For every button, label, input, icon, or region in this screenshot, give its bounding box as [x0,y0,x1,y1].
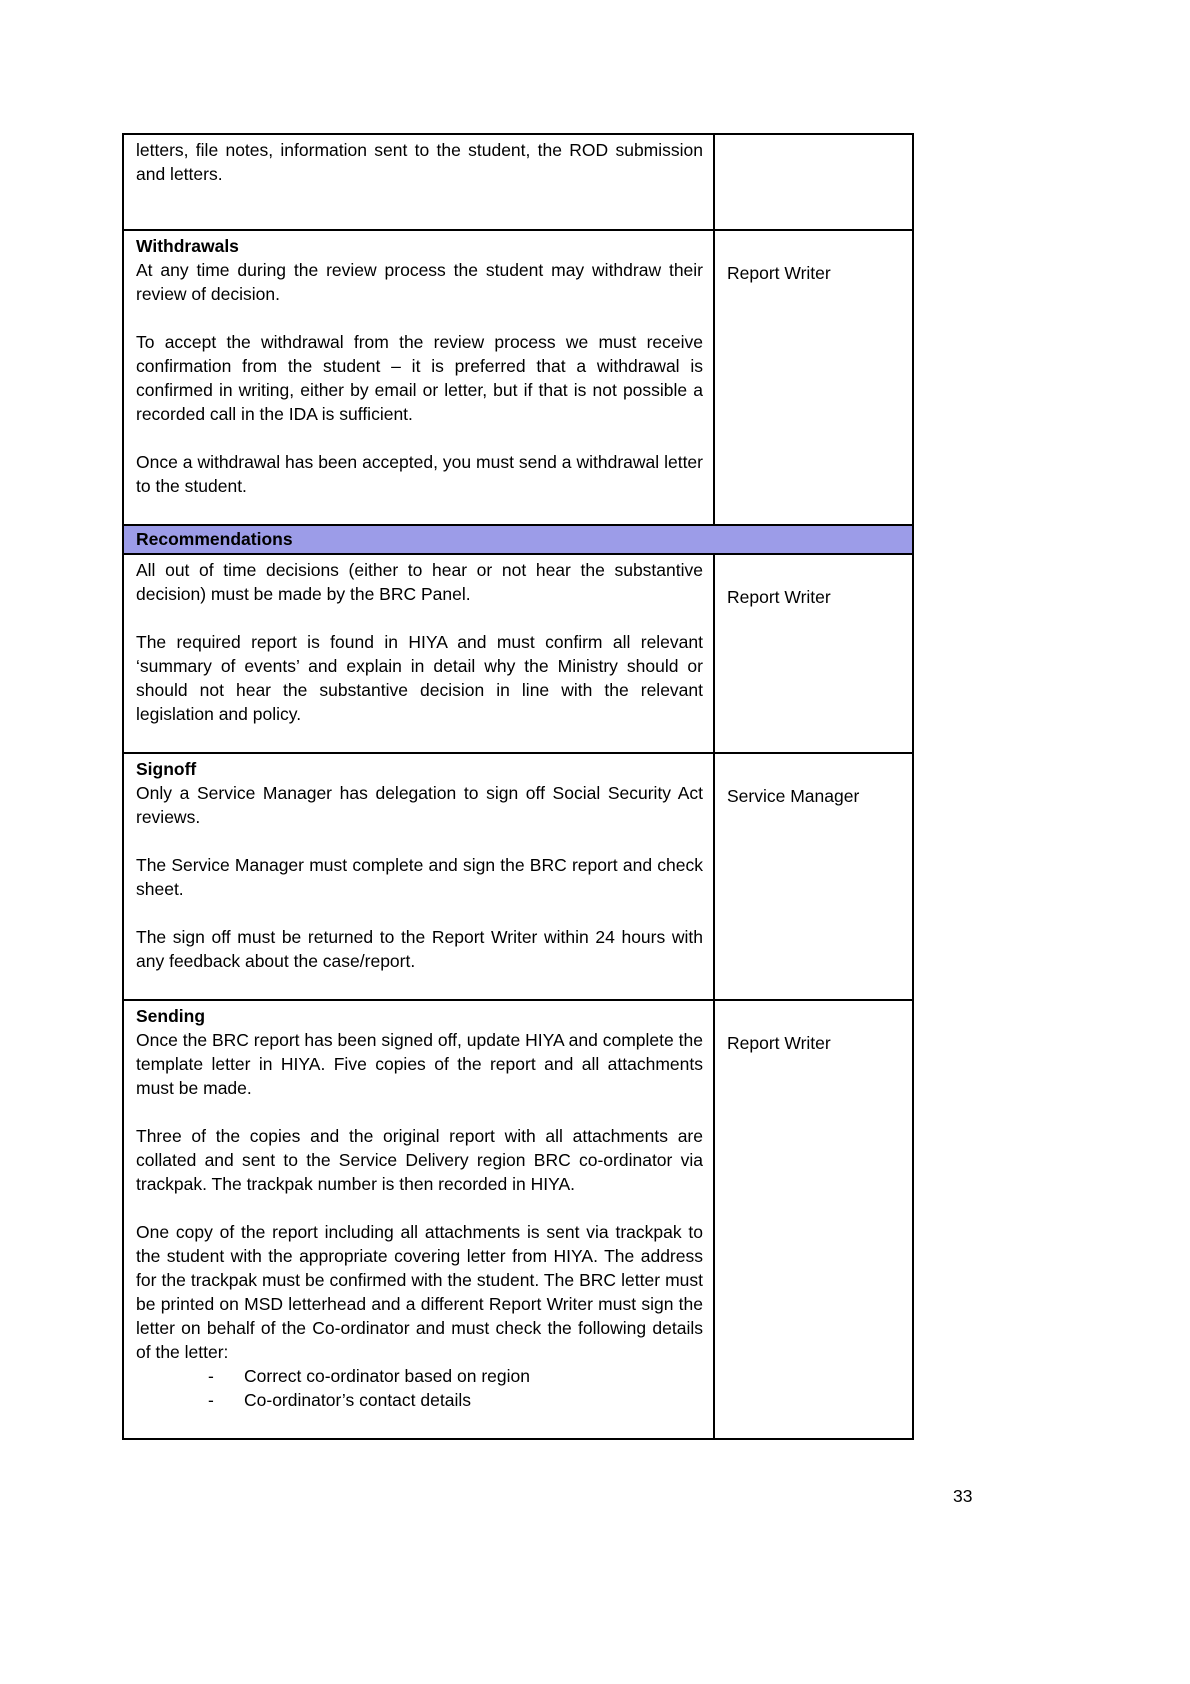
role-cell [714,230,913,525]
row-paragraph: Once a withdrawal has been accepted, you must send a withdrawal letter to the student. [136,452,703,496]
description-cell [123,554,714,753]
bullet-dash-icon: - [208,1390,214,1410]
role-cell [714,554,913,753]
role-label: Report Writer [727,263,831,283]
role-label: Report Writer [727,587,831,607]
row-paragraph: To accept the withdrawal from the review process we must receive confirmation from the student – it is preferred that a withdrawal is confirmed in writing, either by email or letter, but if that is not possible a recorded call in the IDA is sufficient. [136,332,703,424]
role-cell [714,1000,913,1439]
row-paragraph: The Service Manager must complete and sign the BRC report and check sheet. [136,855,703,899]
row-heading: Signoff [136,759,197,779]
row-paragraph: Only a Service Manager has delegation to sign off Social Security Act reviews. [136,783,703,827]
table-row-recommendations [123,554,913,753]
description-cell [123,134,714,230]
bullet-item [136,1388,703,1412]
row-paragraph: One copy of the report including all attachments is sent via trackpak to the student with the appropriate covering letter from HIYA. The address for the trackpak must be confirmed with the student. The BRC letter must be printed on MSD letterhead and a different Report Writer must sign the letter on behalf of the Co-ordinator and must check the following details of the letter: [136,1222,703,1362]
table-row-signoff [123,753,913,1000]
row-heading: Withdrawals [136,236,239,256]
bullet-text: Correct co-ordinator based on region [244,1366,530,1386]
section-header: Recommendations [123,525,913,554]
table-row-continuation [123,134,913,230]
bullet-text: Co-ordinator’s contact details [244,1390,471,1410]
row-heading: Sending [136,1006,206,1026]
role-cell [714,134,913,230]
row-paragraph: Three of the copies and the original report with all attachments are collated and sent to the Service Delivery region BRC co-ordinator via trackpak. The trackpak number is then recorded in HIYA. [136,1126,703,1194]
row-paragraph: letters, file notes, information sent to the student, the ROD submission and letters. [136,140,703,184]
row-paragraph: The required report is found in HIYA and must confirm all relevant ‘summary of events’ and explain in detail why the Ministry should or should not hear the substantive decision in line with the relevant legislation and policy. [136,632,703,724]
row-paragraph: At any time during the review process the student may withdraw their review of decision. [136,260,703,304]
bullet-dash-icon: - [208,1366,214,1386]
description-cell [123,230,714,525]
role-label: Service Manager [727,786,860,806]
role-label: Report Writer [727,1033,831,1053]
section-header-row [123,525,913,554]
description-cell [123,1000,714,1439]
row-paragraph: The sign off must be returned to the Report Writer within 24 hours with any feedback about the case/report. [136,927,703,971]
description-cell [123,753,714,1000]
role-cell [714,753,913,1000]
page-number: 33 [953,1486,973,1506]
procedure-table [122,133,914,1440]
bullet-item [136,1364,703,1388]
row-paragraph: Once the BRC report has been signed off, update HIYA and complete the template letter in HIYA. Five copies of the report and all attachments must be made. [136,1030,703,1098]
table-row-withdrawals [123,230,913,525]
table-row-sending [123,1000,913,1439]
row-paragraph: All out of time decisions (either to hear or not hear the substantive decision) must be made by the BRC Panel. [136,560,703,604]
